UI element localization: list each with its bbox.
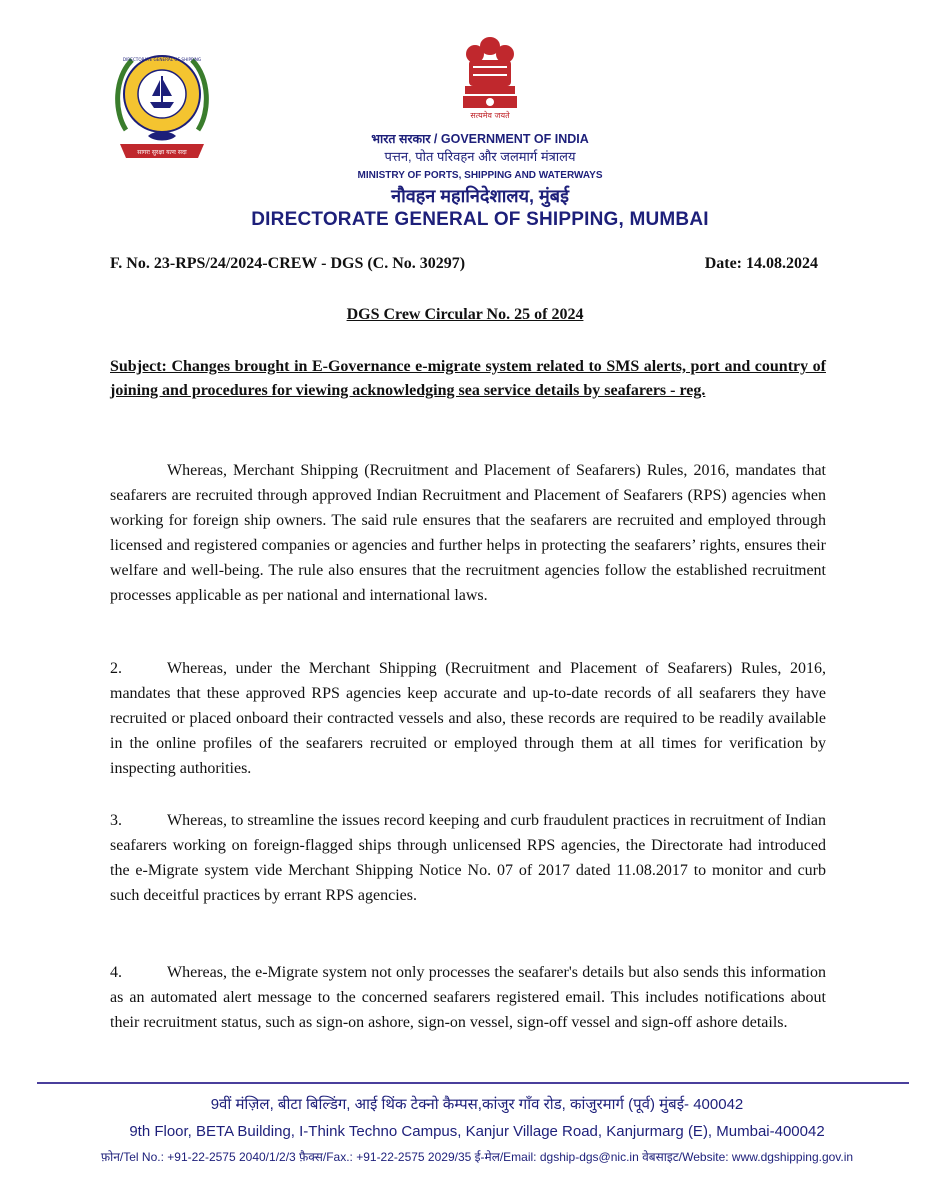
dgs-logo-text: DIRECTORATE GENERAL OF SHIPPING bbox=[122, 57, 202, 62]
circular-title: DGS Crew Circular No. 25 of 2024 bbox=[346, 306, 584, 323]
subject-line: Subject: Changes brought in E-Governance e-migrate system related to SMS alerts, port and country of joining and procedures for viewing acknowledging sea service details by seafarers - reg. bbox=[110, 358, 826, 399]
footer-contact: फ़ोन/Tel No.: +91-22-2575 2040/1/2/3 फ़ैक्स/Fax.: +91-22-2575 2029/35 ई-मेल/Email: dgship-dgs@nic.in वेबसाइट/Website: www.dgshipping.gov.in bbox=[100, 1150, 854, 1164]
national-emblem bbox=[455, 26, 525, 122]
paragraph-text: Whereas, the e-Migrate system not only processes the seafarer's details but also sends this information as an automated alert message to the concerned seafarers registered email. This includes notifications about their recruitment status, such as sign-on ashore, sign-on vessel, sign-off vessel and sign-off ashore details. bbox=[110, 964, 826, 1031]
emblem-motto: सत्यमेव जयते bbox=[470, 111, 510, 120]
header-ministry: MINISTRY OF PORTS, SHIPPING AND WATERWAYS bbox=[357, 170, 603, 181]
header-directorate-hindi: नौवहन महानिदेशालय, मुंबई bbox=[391, 186, 569, 206]
footer-address-hindi: 9वीं मंज़िल, बीटा बिल्डिंग, आई थिंक टेक्नो कैम्पस,कांजुर गाँव रोड, कांजुरमार्ग (पूर्व) मुंबई- 400042 bbox=[210, 1096, 744, 1113]
paragraph-1: Whereas, Merchant Shipping (Recruitment and Placement of Seafarers) Rules, 2016, mandates that seafarers are recruited through approved Indian Recruitment and Placement of Seafarers (RPS) agencies when working for foreign ship owners. The said rule ensures that the seafarers are recruited and employed through licensed and registered companies or agencies and further helps in protecting the seafarers’ rights, ensures their welfare and well-being. The rule also ensures that the recruitment agencies follow the established recruitment processes applicable as per national and international laws. bbox=[110, 462, 826, 604]
header-ministry-hindi: पत्तन, पोत परिवहन और जलमार्ग मंत्रालय bbox=[384, 149, 576, 164]
dgs-logo-motto: सागरः सुरक्षा यत्नः सदा bbox=[137, 149, 187, 156]
footer-divider bbox=[37, 1082, 909, 1084]
paragraph-2 bbox=[110, 656, 826, 781]
header-government: भारत सरकार / GOVERNMENT OF INDIA bbox=[371, 132, 589, 146]
paragraph-text: Whereas, under the Merchant Shipping (Recruitment and Placement of Seafarers) Rules, 2016, mandates that these approved RPS agencies keep accurate and up-to-date records of all seafarers they have recruited or placed onboard their contracted vessels and also, these records are required to be readily available in the online profiles of the seafarers recruited or employed through them at all times for verification by inspecting authorities. bbox=[110, 660, 826, 777]
file-number: F. No. 23-RPS/24/2024-CREW - DGS (C. No. 30297) bbox=[110, 255, 466, 272]
paragraph-number: 4. bbox=[110, 964, 122, 981]
header-directorate: DIRECTORATE GENERAL OF SHIPPING, MUMBAI bbox=[251, 209, 709, 230]
circular-date: Date: 14.08.2024 bbox=[704, 255, 818, 272]
paragraph-number: 2. bbox=[110, 660, 122, 677]
footer-address: 9th Floor, BETA Building, I-Think Techno Campus, Kanjur Village Road, Kanjurmarg (E), Mumbai-400042 bbox=[129, 1123, 825, 1140]
paragraph-3 bbox=[110, 808, 826, 908]
paragraph-4 bbox=[110, 960, 826, 1035]
paragraph-text: Whereas, to streamline the issues record keeping and curb fraudulent practices in recruitment of Indian seafarers working on foreign-flagged ships through unlicensed RPS agencies, the Directorate had introduced the e-Migrate system vide Merchant Shipping Notice No. 07 of 2017 dated 11.08.2017 to monitor and curb such deceitful practices by errant RPS agencies. bbox=[110, 812, 826, 904]
paragraph-number: 3. bbox=[110, 812, 122, 829]
